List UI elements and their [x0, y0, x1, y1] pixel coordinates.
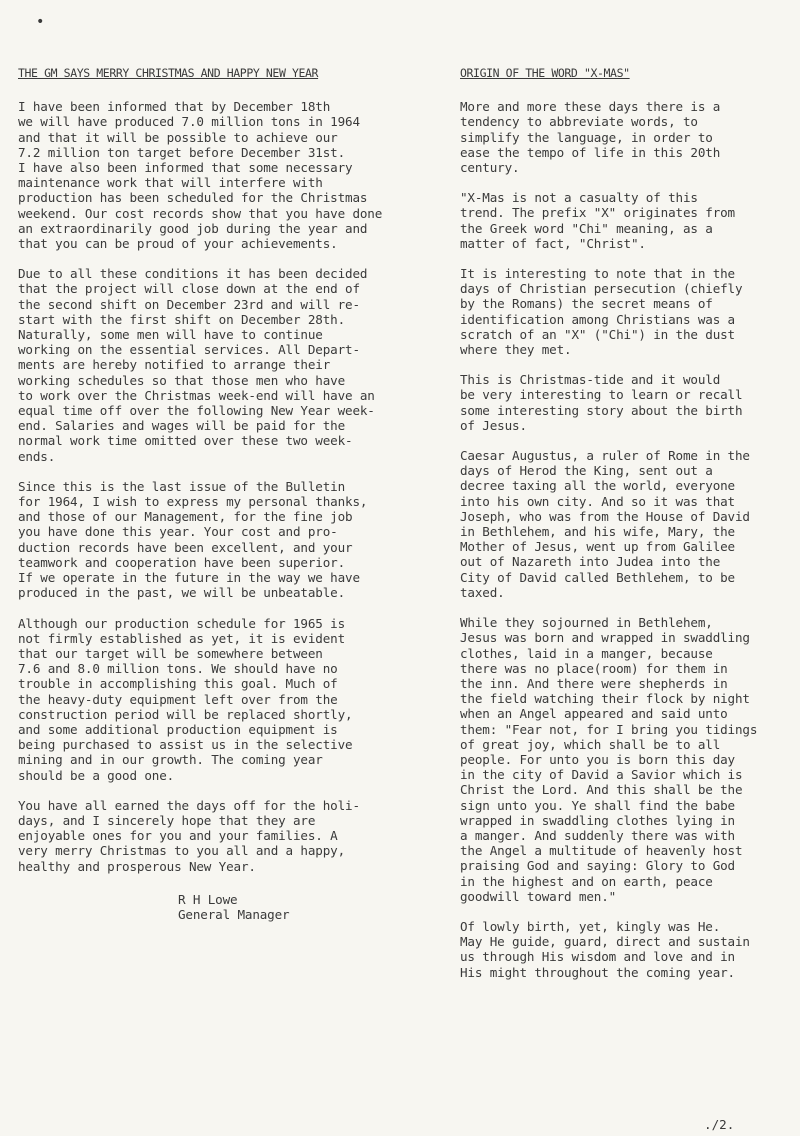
gm-message-column: [18, 66, 390, 922]
text-line: Caesar Augustus, a ruler of Rome in the: [460, 448, 750, 464]
text-line: This is Christmas-tide and it would: [460, 372, 721, 388]
text-line: of Jesus.: [460, 417, 527, 433]
text-line: working on the essential services. All Depart-: [18, 342, 360, 358]
text-line: praising God and saying: Glory to God: [460, 858, 735, 874]
signature-block: [18, 892, 390, 922]
text-line: people. For unto you is born this day: [460, 751, 735, 767]
signature-title: General Manager: [178, 906, 290, 922]
text-line: ments are hereby notified to arrange their: [18, 357, 331, 373]
xmas-origin-heading: ORIGIN OF THE WORD "X-MAS": [460, 66, 630, 80]
text-line: While they sojourned in Bethlehem,: [460, 615, 713, 631]
text-line: that our target will be somewhere between: [18, 645, 323, 661]
paragraph: [460, 99, 785, 175]
text-line: for 1964, I wish to express my personal thanks,: [18, 494, 368, 510]
text-line: May He guide, guard, direct and sustain: [460, 934, 750, 950]
text-line: start with the first shift on December 28th.: [18, 311, 346, 327]
text-line: It is interesting to note that in the: [460, 266, 735, 282]
text-line: Due to all these conditions it has been decided: [18, 266, 368, 282]
text-line: "X-Mas is not a casualty of this: [460, 190, 698, 206]
text-line: More and more these days there is a: [460, 99, 721, 115]
text-line: mining and in our growth. The coming year: [18, 752, 323, 768]
text-line: scratch of an "X" ("Chi") in the dust: [460, 326, 735, 342]
text-line: ends.: [18, 448, 56, 464]
page-number: ./2.: [704, 1117, 735, 1132]
text-line: ease the tempo of life in this 20th: [460, 144, 721, 160]
text-line: the field watching their flock by night: [460, 691, 750, 707]
text-line: Jesus was born and wrapped in swaddling: [460, 630, 750, 646]
paragraph: [460, 266, 785, 357]
text-line: not firmly established as yet, it is evident: [18, 630, 346, 646]
paragraph: [460, 372, 785, 433]
text-line: the Greek word "Chi" meaning, as a: [460, 220, 713, 236]
text-line: where they met.: [460, 342, 572, 358]
text-line: in Bethlehem, and his wife, Mary, the: [460, 524, 735, 540]
text-line: days of Christian persecution (chiefly: [460, 281, 743, 297]
text-line: very merry Christmas to you all and a happy,: [18, 843, 346, 859]
gm-message-body: [18, 99, 390, 874]
paragraph: [460, 190, 785, 251]
text-line: there was no place(room) for them in: [460, 660, 728, 676]
xmas-origin-body: [460, 99, 785, 980]
text-line: days, and I sincerely hope that they are: [18, 812, 316, 828]
text-line: Although our production schedule for 1965 is: [18, 615, 346, 631]
text-line: the inn. And there were shepherds in: [460, 675, 728, 691]
paragraph: [460, 919, 785, 980]
text-line: produced in the past, we will be unbeatable.: [18, 585, 346, 601]
text-line: equal time off over the following New Year week-: [18, 403, 375, 419]
text-line: that you can be proud of your achievements.: [18, 236, 338, 252]
text-line: You have all earned the days off for the holi-: [18, 797, 360, 813]
text-line: normal work time omitted over these two week-: [18, 433, 353, 449]
text-line: working schedules so that those men who have: [18, 372, 346, 388]
text-line: His might throughout the coming year.: [460, 964, 735, 980]
text-line: century.: [460, 160, 520, 176]
text-line: and those of our Management, for the fine job: [18, 509, 353, 525]
paragraph: [460, 615, 785, 904]
text-line: sign unto you. Ye shall find the babe: [460, 797, 735, 813]
text-line: a manger. And suddenly there was with: [460, 827, 735, 843]
text-line: you have done this year. Your cost and pro-: [18, 524, 338, 540]
text-line: being purchased to assist us in the selective: [18, 737, 353, 753]
text-line: Christ the Lord. And this shall be the: [460, 782, 743, 798]
text-line: of great joy, which shall be to all: [460, 736, 721, 752]
text-line: weekend. Our cost records show that you have done: [18, 205, 383, 221]
text-line: when an Angel appeared and said unto: [460, 706, 728, 722]
text-line: production has been scheduled for the Christmas: [18, 190, 368, 206]
text-line: simplify the language, in order to: [460, 129, 713, 145]
text-line: the heavy-duty equipment left over from the: [18, 691, 338, 707]
text-line: identification among Christians was a: [460, 311, 735, 327]
paragraph: [18, 99, 390, 251]
text-line: trouble in accomplishing this goal. Much of: [18, 676, 338, 692]
text-line: end. Salaries and wages will be paid for the: [18, 418, 346, 434]
text-line: out of Nazareth into Judea into the: [460, 554, 721, 570]
signature-name: R H Lowe: [178, 891, 238, 907]
text-line: healthy and prosperous New Year.: [18, 858, 256, 874]
text-line: decree taxing all the world, everyone: [460, 478, 735, 494]
text-line: Naturally, some men will have to continue: [18, 327, 323, 343]
text-line: them: "Fear not, for I bring you tidings: [460, 721, 758, 737]
text-line: construction period will be replaced shortly,: [18, 706, 353, 722]
text-line: an extraordinarily good job during the year and: [18, 220, 368, 236]
text-line: Joseph, who was from the House of David: [460, 508, 750, 524]
text-line: Mother of Jesus, went up from Galilee: [460, 539, 735, 555]
text-line: days of Herod the King, sent out a: [460, 463, 713, 479]
text-line: matter of fact, "Christ".: [460, 235, 646, 251]
text-line: wrapped in swaddling clothes lying in: [460, 812, 735, 828]
text-line: If we operate in the future in the way we have: [18, 570, 360, 586]
text-line: to work over the Christmas week-end will have an: [18, 387, 375, 403]
text-line: in the highest and on earth, peace: [460, 873, 713, 889]
punch-mark: •: [36, 14, 45, 30]
text-line: 7.2 million ton target before December 31st.: [18, 144, 346, 160]
text-line: duction records have been excellent, and your: [18, 539, 353, 555]
paragraph: [18, 798, 390, 874]
text-line: Since this is the last issue of the Bulletin: [18, 478, 346, 494]
text-line: I have also been informed that some necessary: [18, 160, 353, 176]
text-line: enjoyable ones for you and your families. A: [18, 828, 338, 844]
text-line: and that it will be possible to achieve our: [18, 129, 338, 145]
text-line: that the project will close down at the end of: [18, 281, 360, 297]
text-line: should be a good one.: [18, 767, 175, 783]
text-line: be very interesting to learn or recall: [460, 387, 743, 403]
text-line: Of lowly birth, yet, kingly was He.: [460, 918, 721, 934]
paragraph: [18, 616, 390, 783]
text-line: we will have produced 7.0 million tons in 1964: [18, 114, 360, 130]
text-line: some interesting story about the birth: [460, 402, 743, 418]
text-line: into his own city. And so it was that: [460, 493, 735, 509]
text-line: clothes, laid in a manger, because: [460, 645, 713, 661]
text-line: the second shift on December 23rd and will re-: [18, 296, 360, 312]
text-line: trend. The prefix "X" originates from: [460, 205, 735, 221]
text-line: teamwork and cooperation have been superior.: [18, 554, 346, 570]
text-line: by the Romans) the secret means of: [460, 296, 713, 312]
paragraph: [18, 479, 390, 601]
text-line: maintenance work that will interfere with: [18, 175, 323, 191]
text-line: in the city of David a Savior which is: [460, 767, 743, 783]
text-line: City of David called Bethlehem, to be: [460, 569, 735, 585]
text-line: 7.6 and 8.0 million tons. We should have no: [18, 661, 338, 677]
text-line: tendency to abbreviate words, to: [460, 114, 698, 130]
paragraph: [18, 266, 390, 464]
text-line: and some additional production equipment is: [18, 721, 338, 737]
paragraph: [460, 448, 785, 600]
text-line: goodwill toward men.": [460, 888, 617, 904]
xmas-origin-column: [460, 66, 785, 995]
gm-message-heading: THE GM SAYS MERRY CHRISTMAS AND HAPPY NEW YEAR: [18, 66, 319, 80]
text-line: taxed.: [460, 584, 505, 600]
text-line: the Angel a multitude of heavenly host: [460, 843, 743, 859]
text-line: us through His wisdom and love and in: [460, 949, 735, 965]
text-line: I have been informed that by December 18th: [18, 99, 331, 115]
